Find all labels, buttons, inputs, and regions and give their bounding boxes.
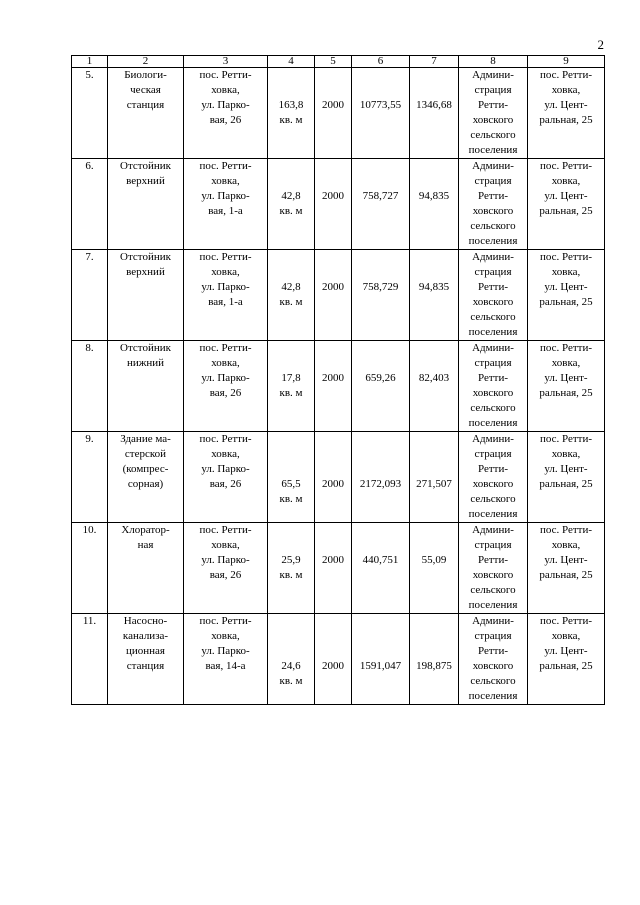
column-header-6: 6 — [352, 56, 410, 68]
object-address: пос. Ретти- ховка, ул. Парко- вая, 1-а — [184, 250, 268, 341]
property-table — [71, 55, 605, 705]
owner-location: пос. Ретти- ховка, ул. Цент- ральная, 25 — [528, 159, 605, 250]
object-name: Здание ма- стерской (компрес- сорная) — [108, 432, 184, 523]
table-row — [72, 523, 605, 614]
row-number: 11. — [72, 614, 108, 705]
row-number: 8. — [72, 341, 108, 432]
object-area: 42,8 кв. м — [268, 250, 315, 341]
object-owner: Админи- страция Ретти- ховского сельского поселения — [459, 159, 528, 250]
object-owner: Админи- страция Ретти- ховского сельского поселения — [459, 250, 528, 341]
object-year: 2000 — [315, 250, 352, 341]
object-value-6: 1591,047 — [352, 614, 410, 705]
column-header-5: 5 — [315, 56, 352, 68]
owner-location: пос. Ретти- ховка, ул. Цент- ральная, 25 — [528, 250, 605, 341]
column-header-9: 9 — [528, 56, 605, 68]
object-value-7: 94,835 — [410, 159, 459, 250]
object-value-7: 198,875 — [410, 614, 459, 705]
table-row — [72, 250, 605, 341]
header-row — [72, 56, 605, 68]
object-owner: Админи- страция Ретти- ховского сельского поселения — [459, 341, 528, 432]
object-year: 2000 — [315, 159, 352, 250]
object-year: 2000 — [315, 68, 352, 159]
object-owner: Админи- страция Ретти- ховского сельского поселения — [459, 432, 528, 523]
object-name: Отстойник верхний — [108, 250, 184, 341]
object-value-6: 10773,55 — [352, 68, 410, 159]
table-row — [72, 614, 605, 705]
column-header-3: 3 — [184, 56, 268, 68]
object-address: пос. Ретти- ховка, ул. Парко- вая, 26 — [184, 432, 268, 523]
object-address: пос. Ретти- ховка, ул. Парко- вая, 26 — [184, 523, 268, 614]
object-area: 65,5 кв. м — [268, 432, 315, 523]
object-owner: Админи- страция Ретти- ховского сельского поселения — [459, 614, 528, 705]
object-value-6: 758,729 — [352, 250, 410, 341]
object-year: 2000 — [315, 341, 352, 432]
object-owner: Админи- страция Ретти- ховского сельского поселения — [459, 68, 528, 159]
object-area: 24,6 кв. м — [268, 614, 315, 705]
table-row — [72, 432, 605, 523]
table-row — [72, 159, 605, 250]
object-value-7: 271,507 — [410, 432, 459, 523]
owner-location: пос. Ретти- ховка, ул. Цент- ральная, 25 — [528, 614, 605, 705]
column-header-7: 7 — [410, 56, 459, 68]
object-address: пос. Ретти- ховка, ул. Парко- вая, 26 — [184, 68, 268, 159]
object-name: Отстойник нижний — [108, 341, 184, 432]
object-area: 42,8 кв. м — [268, 159, 315, 250]
object-name: Хлоратор- ная — [108, 523, 184, 614]
object-address: пос. Ретти- ховка, ул. Парко- вая, 14-а — [184, 614, 268, 705]
object-address: пос. Ретти- ховка, ул. Парко- вая, 1-а — [184, 159, 268, 250]
object-value-6: 758,727 — [352, 159, 410, 250]
object-value-7: 1346,68 — [410, 68, 459, 159]
object-area: 25,9 кв. м — [268, 523, 315, 614]
owner-location: пос. Ретти- ховка, ул. Цент- ральная, 25 — [528, 341, 605, 432]
object-value-6: 440,751 — [352, 523, 410, 614]
owner-location: пос. Ретти- ховка, ул. Цент- ральная, 25 — [528, 432, 605, 523]
object-name: Отстойник верхний — [108, 159, 184, 250]
object-name: Биологи- ческая станция — [108, 68, 184, 159]
table-row — [72, 341, 605, 432]
row-number: 10. — [72, 523, 108, 614]
column-header-2: 2 — [108, 56, 184, 68]
column-header-8: 8 — [459, 56, 528, 68]
row-number: 6. — [72, 159, 108, 250]
object-value-7: 94,835 — [410, 250, 459, 341]
column-header-4: 4 — [268, 56, 315, 68]
object-value-6: 2172,093 — [352, 432, 410, 523]
object-value-6: 659,26 — [352, 341, 410, 432]
object-address: пос. Ретти- ховка, ул. Парко- вая, 26 — [184, 341, 268, 432]
row-number: 7. — [72, 250, 108, 341]
object-year: 2000 — [315, 523, 352, 614]
object-area: 163,8 кв. м — [268, 68, 315, 159]
page-number: 2 — [597, 37, 604, 52]
owner-location: пос. Ретти- ховка, ул. Цент- ральная, 25 — [528, 523, 605, 614]
object-year: 2000 — [315, 432, 352, 523]
object-name: Насосно- канализа- ционная станция — [108, 614, 184, 705]
object-owner: Админи- страция Ретти- ховского сельского поселения — [459, 523, 528, 614]
column-header-1: 1 — [72, 56, 108, 68]
table-row — [72, 68, 605, 159]
object-area: 17,8 кв. м — [268, 341, 315, 432]
object-year: 2000 — [315, 614, 352, 705]
object-value-7: 55,09 — [410, 523, 459, 614]
row-number: 9. — [72, 432, 108, 523]
object-value-7: 82,403 — [410, 341, 459, 432]
owner-location: пос. Ретти- ховка, ул. Цент- ральная, 25 — [528, 68, 605, 159]
row-number: 5. — [72, 68, 108, 159]
